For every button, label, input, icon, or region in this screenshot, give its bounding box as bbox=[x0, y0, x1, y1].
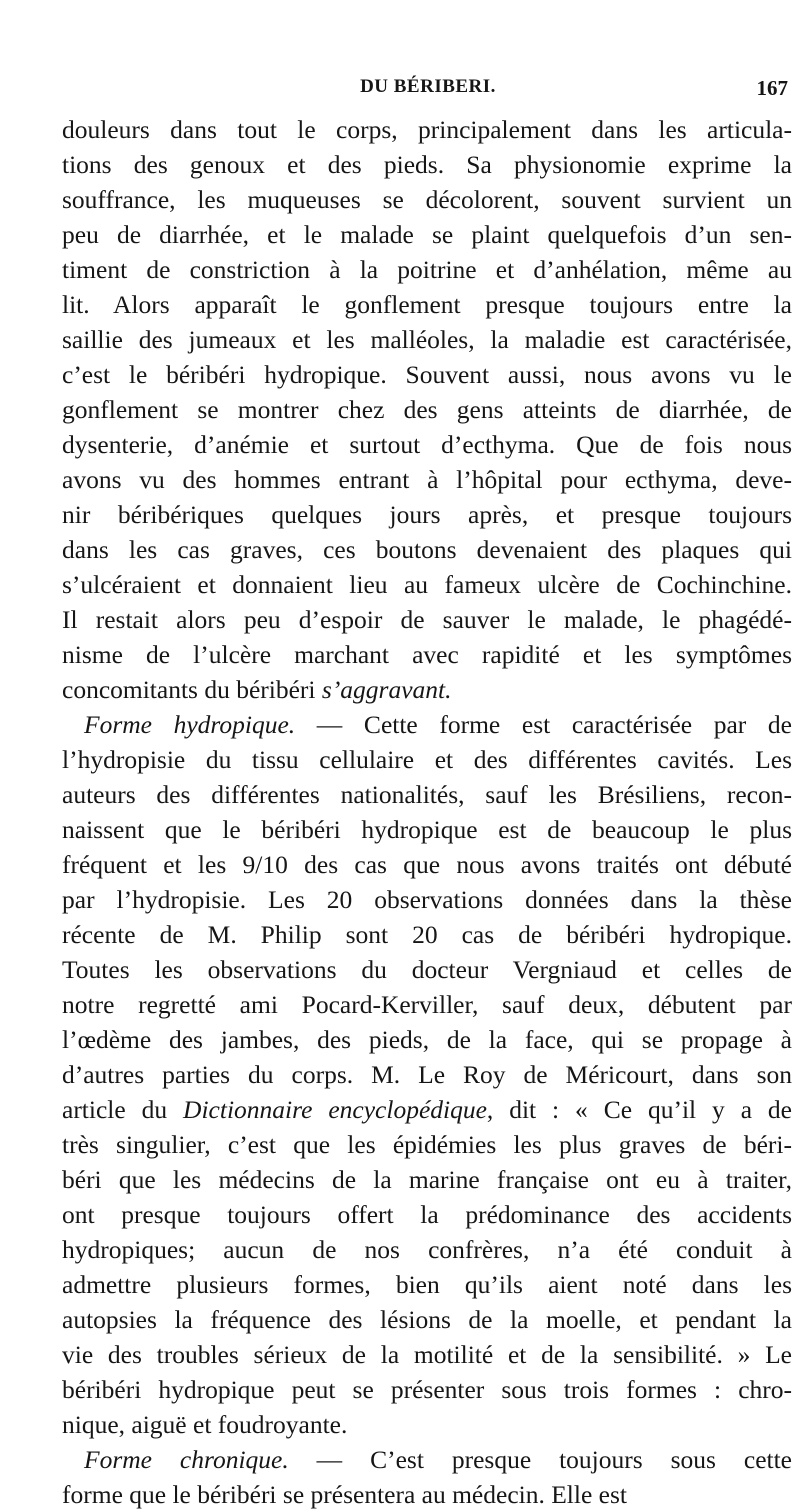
text-line bbox=[62, 987, 792, 1022]
text-line bbox=[62, 1127, 792, 1162]
text-segment: — C’est presque toujours sous cette bbox=[288, 1445, 793, 1474]
text-segment: autopsies la fréquence des lésions de la moelle, et pendant la bbox=[62, 1305, 792, 1334]
text-line bbox=[62, 462, 792, 497]
text-line bbox=[62, 1337, 792, 1372]
text-line bbox=[62, 497, 792, 532]
text-line bbox=[62, 1162, 792, 1197]
text-segment: ont presque toujours offert la prédominance des accidents bbox=[62, 1200, 792, 1229]
text-line bbox=[62, 1407, 792, 1442]
text-segment: Toutes les observations du docteur Vergniaud et celles de bbox=[62, 955, 792, 984]
text-segment: nir béribériques quelques jours après, et presque toujours bbox=[62, 500, 792, 529]
text-segment: fréquent et les 9/10 des cas que nous avons traités ont débuté bbox=[62, 850, 792, 879]
text-line bbox=[62, 1232, 792, 1267]
text-segment: par l’hydropisie. Les 20 observations données dans la thèse bbox=[62, 885, 792, 914]
text-segment: dans les cas graves, ces boutons devenaient des plaques qui bbox=[62, 535, 792, 564]
text-segment: tions des genoux et des pieds. Sa physionomie exprime la bbox=[62, 150, 792, 179]
text-line bbox=[62, 1197, 792, 1232]
text-line bbox=[62, 777, 792, 812]
text-line bbox=[62, 1092, 792, 1127]
text-segment: naissent que le béribéri hydropique est de beaucoup le plus bbox=[62, 815, 792, 844]
text-line bbox=[62, 1267, 792, 1302]
text-segment: très singulier, c’est que les épidémies les plus graves de béri- bbox=[62, 1130, 792, 1159]
text-segment: gonflement se montrer chez des gens atteints de diarrhée, de bbox=[62, 395, 792, 424]
text-segment: forme que le béribéri se présentera au médecin. Elle est bbox=[62, 1480, 627, 1509]
text-line bbox=[62, 602, 792, 637]
page-header bbox=[62, 76, 794, 108]
text-segment: , dit : « Ce qu’il y a de bbox=[486, 1095, 793, 1124]
text-line bbox=[62, 182, 792, 217]
text-segment: d’autres parties du corps. M. Le Roy de Méricourt, dans son bbox=[62, 1060, 792, 1089]
text-line bbox=[62, 917, 792, 952]
text-line bbox=[62, 1372, 792, 1407]
text-line bbox=[62, 322, 792, 357]
italic-text: s’aggravant. bbox=[321, 675, 452, 704]
text-line bbox=[62, 742, 792, 777]
text-segment: l’œdème des jambes, des pieds, de la face, qui se propage à bbox=[62, 1025, 792, 1054]
text-segment: saillie des jumeaux et les malléoles, la maladie est caractérisée, bbox=[62, 325, 792, 354]
text-line bbox=[62, 252, 792, 287]
text-line bbox=[62, 532, 792, 567]
running-title: DU BÉRIBERI. bbox=[360, 76, 496, 97]
text-line bbox=[62, 847, 792, 882]
italic-text: Dictionnaire encyclopédique bbox=[183, 1095, 487, 1124]
page-number: 167 bbox=[756, 76, 788, 100]
text-segment: souffrance, les muqueuses se décolorent, souvent survient un bbox=[62, 185, 792, 214]
text-line bbox=[62, 1057, 792, 1092]
text-line bbox=[62, 952, 792, 987]
italic-text: Forme chronique. bbox=[84, 1445, 289, 1474]
text-segment: peu de diarrhée, et le malade se plaint quelquefois d’un sen- bbox=[62, 220, 792, 249]
text-line bbox=[62, 1477, 792, 1512]
text-segment: dysenterie, d’anémie et surtout d’ecthyma. Que de fois nous bbox=[62, 430, 792, 459]
text-line bbox=[62, 1442, 792, 1477]
text-segment: avons vu des hommes entrant à l’hôpital pour ecthyma, deve- bbox=[62, 465, 792, 494]
text-segment: article du bbox=[62, 1095, 184, 1124]
text-segment: — Cette forme est caractérisée par de bbox=[295, 710, 792, 739]
text-segment: nique, aiguë et foudroyante. bbox=[62, 1410, 348, 1439]
text-line bbox=[62, 287, 792, 322]
text-line bbox=[62, 147, 792, 182]
text-line bbox=[62, 1022, 792, 1057]
text-segment: hydropiques; aucun de nos confrères, n’a été conduit à bbox=[62, 1235, 792, 1264]
text-segment: c’est le béribéri hydropique. Souvent aussi, nous avons vu le bbox=[62, 360, 792, 389]
text-segment: récente de M. Philip sont 20 cas de béribéri hydropique. bbox=[62, 920, 792, 949]
text-line bbox=[62, 707, 792, 742]
text-line bbox=[62, 392, 792, 427]
text-line bbox=[62, 672, 792, 707]
text-segment: Il restait alors peu d’espoir de sauver le malade, le phagédé- bbox=[62, 605, 792, 634]
text-segment: béri que les médecins de la marine française ont eu à traiter, bbox=[62, 1165, 792, 1194]
body-text bbox=[62, 112, 792, 1512]
text-line bbox=[62, 1302, 792, 1337]
text-line bbox=[62, 567, 792, 602]
text-segment: béribéri hydropique peut se présenter sous trois formes : chro- bbox=[62, 1375, 792, 1404]
text-line bbox=[62, 427, 792, 462]
text-segment: concomitants du béribéri bbox=[62, 675, 322, 704]
italic-text: Forme hydropique. bbox=[84, 710, 296, 739]
text-segment: nisme de l’ulcère marchant avec rapidité et les symptômes bbox=[62, 640, 792, 669]
text-line bbox=[62, 357, 792, 392]
text-segment: lit. Alors apparaît le gonflement presque toujours entre la bbox=[62, 290, 792, 319]
text-line bbox=[62, 812, 792, 847]
text-segment: timent de constriction à la poitrine et d’anhélation, même au bbox=[62, 255, 792, 284]
text-segment: admettre plusieurs formes, bien qu’ils aient noté dans les bbox=[62, 1270, 792, 1299]
text-segment: notre regretté ami Pocard-Kerviller, sauf deux, débutent par bbox=[62, 990, 792, 1019]
text-segment: s’ulcéraient et donnaient lieu au fameux ulcère de Cochinchine. bbox=[62, 570, 792, 599]
text-segment: auteurs des différentes nationalités, sauf les Brésiliens, recon- bbox=[62, 780, 792, 809]
text-segment: l’hydropisie du tissu cellulaire et des différentes cavités. Les bbox=[62, 745, 792, 774]
text-line bbox=[62, 882, 792, 917]
text-segment: vie des troubles sérieux de la motilité et de la sensibilité. » Le bbox=[62, 1340, 792, 1369]
text-line bbox=[62, 112, 792, 147]
text-line bbox=[62, 217, 792, 252]
text-segment: douleurs dans tout le corps, principalement dans les articula- bbox=[62, 115, 792, 144]
text-line bbox=[62, 637, 792, 672]
